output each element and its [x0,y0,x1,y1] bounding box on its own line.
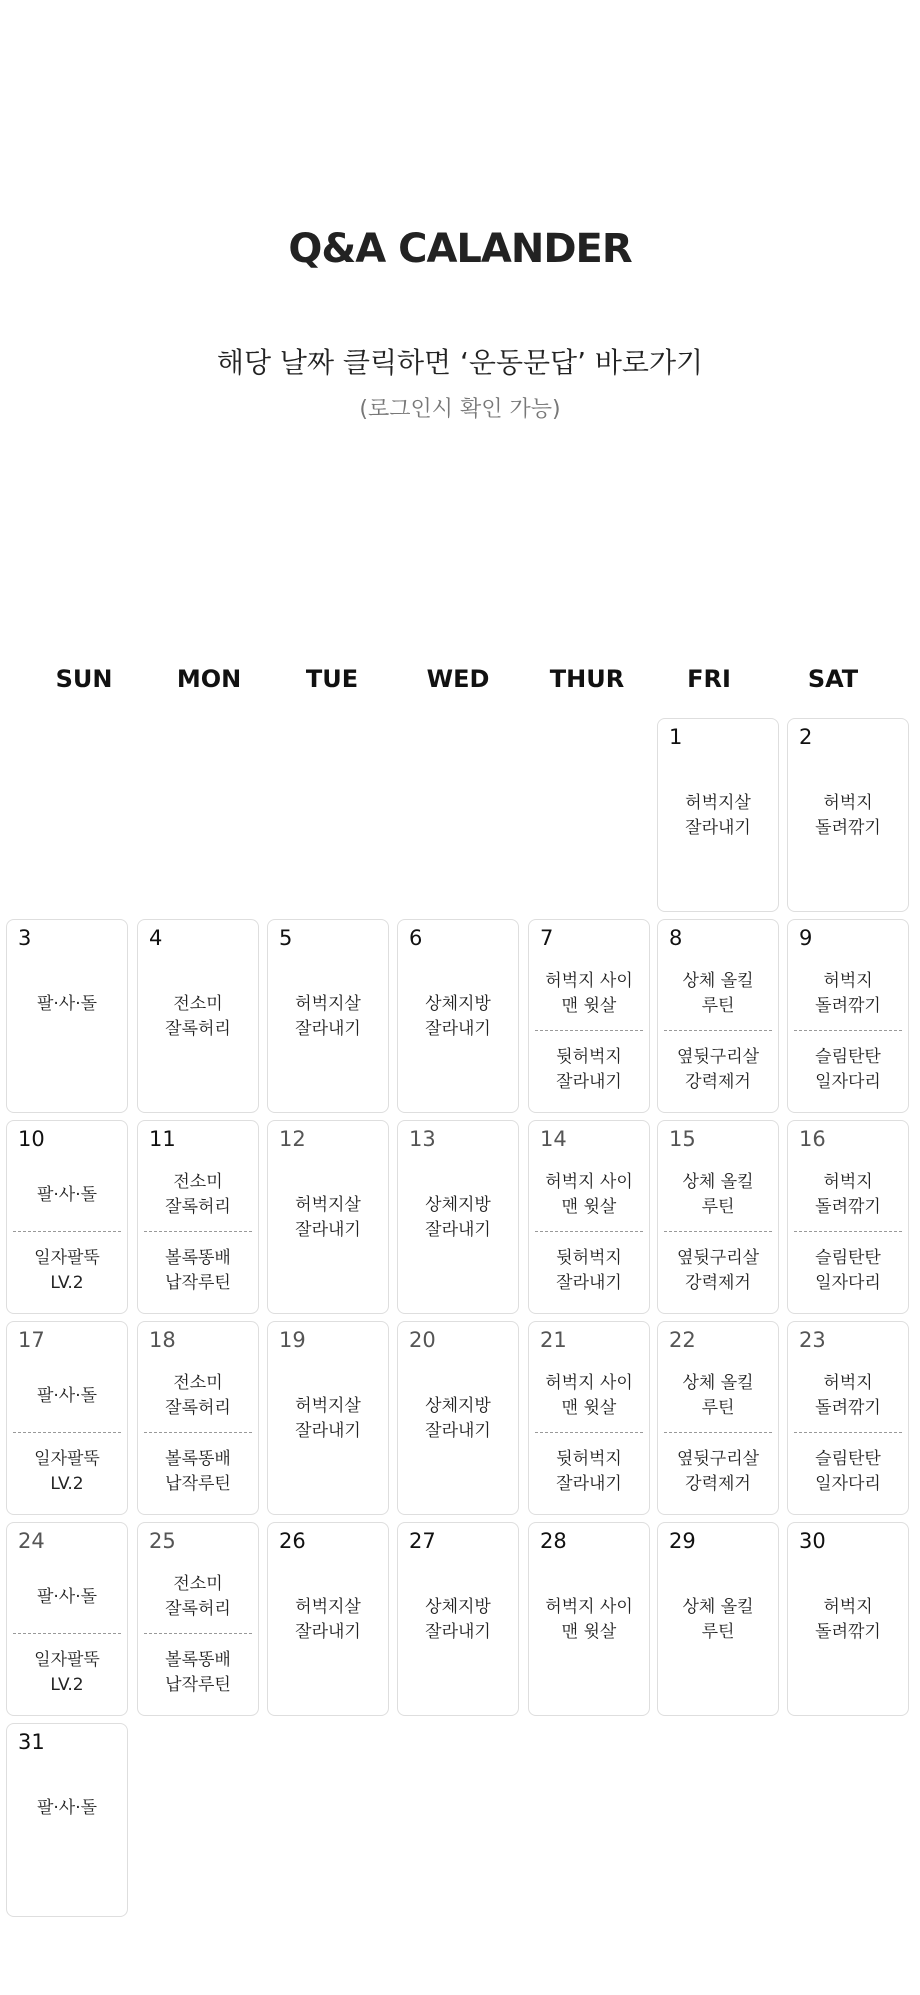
dashed-divider [664,1231,772,1232]
workout-label-top [529,968,649,1020]
workout-label: 상체지방 잘라내기 [425,1396,491,1441]
day-number: 31 [18,1730,45,1754]
day-cell-5[interactable] [267,919,389,1113]
workout-label-top [788,968,908,1020]
dashed-divider [794,1432,902,1433]
day-number: 11 [149,1127,176,1151]
dashed-divider [13,1231,121,1232]
day-number: 19 [279,1328,306,1352]
day-cell-13[interactable] [397,1120,519,1314]
workout-label: 허벅지 돌려깎기 [815,793,881,838]
day-number: 15 [669,1127,696,1151]
workout-label-bottom-text: 일자팔뚝 LV.2 [34,1248,100,1293]
workout-label-bottom [138,1446,258,1498]
day-number: 3 [18,926,32,950]
workout-label-bottom [138,1245,258,1297]
workout-label-top [7,1370,127,1422]
day-cell-14[interactable] [528,1120,650,1314]
workout-label-bottom-text: 볼록똥배 납작루틴 [165,1650,231,1695]
day-number: 29 [669,1529,696,1553]
workout-label: 전소미 잘록허리 [165,994,231,1039]
day-number: 23 [799,1328,826,1352]
workout-label: 허벅지살 잘라내기 [295,1597,361,1642]
dashed-divider [13,1633,121,1634]
workout-label-top [529,1169,649,1221]
workout-label-bottom-text: 슬림탄탄 일자다리 [815,1047,881,1092]
day-cell-25[interactable] [137,1522,259,1716]
dashed-divider [13,1432,121,1433]
workout-label: 허벅지 돌려깎기 [815,1597,881,1642]
workout-label-top [788,1169,908,1221]
day-number: 24 [18,1529,45,1553]
day-number: 6 [409,926,423,950]
workout-label: 허벅지살 잘라내기 [685,793,751,838]
day-cell-17[interactable] [6,1321,128,1515]
day-number: 30 [799,1529,826,1553]
workout-label: 상체지방 잘라내기 [425,1597,491,1642]
workout-label-top [138,1571,258,1623]
day-cell-7[interactable] [528,919,650,1113]
weekday-mon: MON [176,665,242,693]
workout-label-bottom [7,1446,127,1498]
workout-label-top-text: 전소미 잘록허리 [165,1172,231,1217]
workout-label-top [529,1370,649,1422]
workout-label-bottom [7,1647,127,1699]
weekday-sat: SAT [807,665,859,693]
day-cell-22[interactable] [657,1321,779,1515]
workout-label-top-text: 상체 올킬 루틴 [682,1172,754,1217]
day-number: 27 [409,1529,436,1553]
workout-label-bottom-text: 일자팔뚝 LV.2 [34,1650,100,1695]
day-number: 8 [669,926,683,950]
day-number: 12 [279,1127,306,1151]
workout-label: 상체지방 잘라내기 [425,994,491,1039]
day-number: 28 [540,1529,567,1553]
day-cell-12[interactable] [267,1120,389,1314]
day-cell-4[interactable] [137,919,259,1113]
day-cell-16[interactable] [787,1120,909,1314]
day-cell-6[interactable] [397,919,519,1113]
workout-label-bottom-text: 슬림탄탄 일자다리 [815,1449,881,1494]
workout-label: 상체지방 잘라내기 [425,1195,491,1240]
workout-label-bottom [138,1647,258,1699]
weekday-thur: THUR [549,665,625,693]
dashed-divider [144,1231,252,1232]
workout-label-top-text: 허벅지 돌려깎기 [815,1373,881,1418]
day-cell-27[interactable] [397,1522,519,1716]
workout-label-top-text: 허벅지 사이 맨 윗살 [545,1373,633,1418]
workout-label-bottom-text: 볼록똥배 납작루틴 [165,1449,231,1494]
workout-label-top-text: 허벅지 돌려깎기 [815,1172,881,1217]
workout-label-bottom [788,1044,908,1096]
dashed-divider [794,1231,902,1232]
login-note: (로그인시 확인 가능) [359,397,561,422]
workout-label-top-text: 전소미 잘록허리 [165,1373,231,1418]
day-cell-10[interactable] [6,1120,128,1314]
workout-label: 상체 올킬 루틴 [682,1597,754,1642]
workout-label-top [7,1169,127,1221]
workout-label: 허벅지살 잘라내기 [295,1396,361,1441]
workout-label: 허벅지 사이 맨 윗살 [545,1597,633,1642]
workout-label-bottom-text: 일자팔뚝 LV.2 [34,1449,100,1494]
workout-label-bottom [529,1245,649,1297]
day-number: 13 [409,1127,436,1151]
day-cell-18[interactable] [137,1321,259,1515]
workout-label-bottom [658,1044,778,1096]
day-number: 25 [149,1529,176,1553]
day-cell-21[interactable] [528,1321,650,1515]
day-number: 17 [18,1328,45,1352]
day-number: 14 [540,1127,567,1151]
day-cell-26[interactable] [267,1522,389,1716]
workout-label-bottom [529,1446,649,1498]
dashed-divider [664,1432,772,1433]
weekday-sun: SUN [55,665,113,693]
day-number: 2 [799,725,813,749]
workout-label-bottom-text: 뒷허벅지 잘라내기 [556,1449,622,1494]
day-cell-15[interactable] [657,1120,779,1314]
day-cell-2[interactable] [787,718,909,912]
workout-label-top-text: 허벅지 돌려깎기 [815,971,881,1016]
workout-label-top-text: 상체 올킬 루틴 [682,1373,754,1418]
day-cell-9[interactable] [787,919,909,1113]
page-subtitle: 해당 날짜 클릭하면 ‘운동문답’ 바로가기 [216,346,704,379]
workout-label-top-text: 전소미 잘록허리 [165,1574,231,1619]
workout-label-top [658,1169,778,1221]
workout-label-bottom-text: 옆뒷구리살 강력제거 [676,1248,760,1293]
workout-label-bottom [7,1245,127,1297]
day-number: 1 [669,725,683,749]
workout-label-top-text: 팔·사·돌 [36,1184,98,1205]
dashed-divider [535,1432,643,1433]
workout-label-bottom-text: 볼록똥배 납작루틴 [165,1248,231,1293]
dashed-divider [144,1432,252,1433]
day-cell-20[interactable] [397,1321,519,1515]
day-number: 18 [149,1328,176,1352]
workout-label-top-text: 허벅지 사이 맨 윗살 [545,971,633,1016]
weekday-wed: WED [426,665,490,693]
workout-label: 허벅지살 잘라내기 [295,994,361,1039]
day-cell-30[interactable] [787,1522,909,1716]
weekday-tue: TUE [305,665,359,693]
day-cell-23[interactable] [787,1321,909,1515]
day-number: 21 [540,1328,567,1352]
day-cell-24[interactable] [6,1522,128,1716]
workout-label-bottom-text: 옆뒷구리살 강력제거 [676,1449,760,1494]
dashed-divider [535,1231,643,1232]
day-cell-29[interactable] [657,1522,779,1716]
workout-label-bottom [788,1245,908,1297]
day-cell-19[interactable] [267,1321,389,1515]
day-cell-31[interactable] [6,1723,128,1917]
workout-label-top [788,1370,908,1422]
day-number: 22 [669,1328,696,1352]
workout-label-top [658,1370,778,1422]
dashed-divider [535,1030,643,1031]
day-cell-8[interactable] [657,919,779,1113]
workout-label: 팔·사·돌 [36,1798,98,1818]
day-number: 9 [799,926,813,950]
workout-label-top-text: 허벅지 사이 맨 윗살 [545,1172,633,1217]
day-cell-1[interactable] [657,718,779,912]
workout-label-bottom-text: 뒷허벅지 잘라내기 [556,1047,622,1092]
workout-label-top [658,968,778,1020]
day-number: 5 [279,926,293,950]
workout-label: 팔·사·돌 [36,994,98,1014]
day-number: 10 [18,1127,45,1151]
workout-label-top [138,1370,258,1422]
workout-label-bottom [658,1245,778,1297]
workout-label-bottom-text: 슬림탄탄 일자다리 [815,1248,881,1293]
day-cell-3[interactable] [6,919,128,1113]
workout-label-top-text: 팔·사·돌 [36,1586,98,1607]
workout-label: 허벅지살 잘라내기 [295,1195,361,1240]
workout-label-bottom-text: 뒷허벅지 잘라내기 [556,1248,622,1293]
page-title: Q&A CALANDER [288,226,632,272]
dashed-divider [794,1030,902,1031]
workout-label-top [138,1169,258,1221]
weekday-fri: FRI [687,665,731,693]
dashed-divider [664,1030,772,1031]
workout-label-top-text: 상체 올킬 루틴 [682,971,754,1016]
workout-label-bottom [788,1446,908,1498]
day-cell-28[interactable] [528,1522,650,1716]
workout-label-top-text: 팔·사·돌 [36,1385,98,1406]
day-number: 20 [409,1328,436,1352]
day-cell-11[interactable] [137,1120,259,1314]
workout-label-top [7,1571,127,1623]
workout-label-bottom [529,1044,649,1096]
day-number: 4 [149,926,163,950]
day-number: 26 [279,1529,306,1553]
workout-label-bottom [658,1446,778,1498]
workout-label-bottom-text: 옆뒷구리살 강력제거 [676,1047,760,1092]
day-number: 7 [540,926,554,950]
dashed-divider [144,1633,252,1634]
day-number: 16 [799,1127,826,1151]
